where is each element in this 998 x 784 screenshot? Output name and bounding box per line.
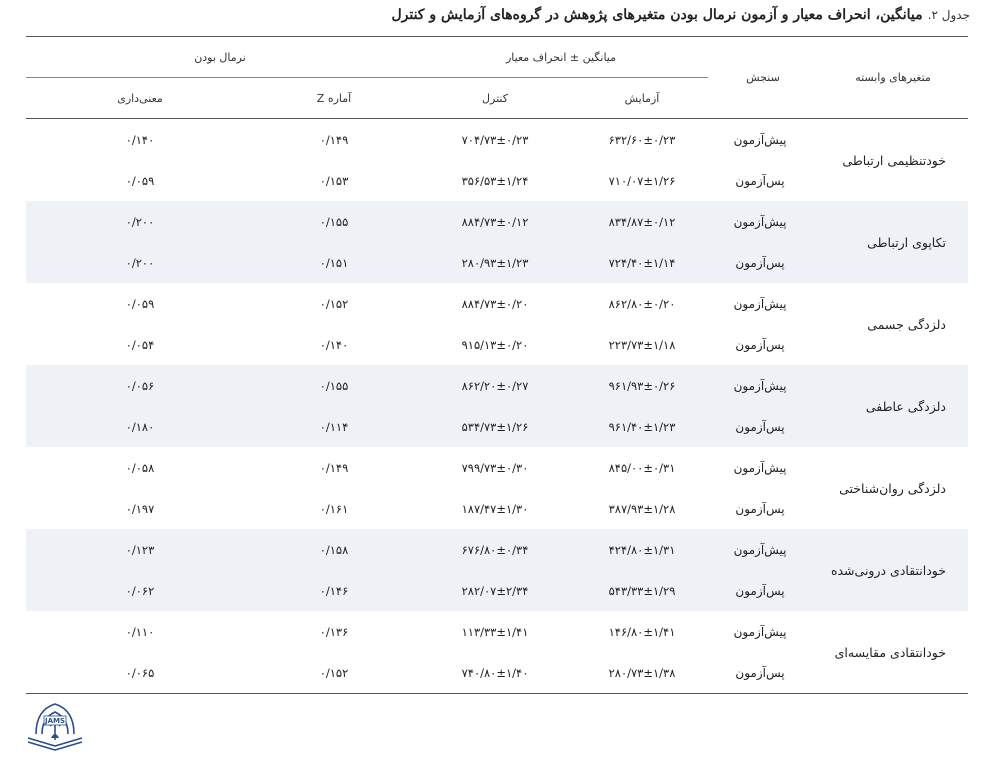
experiment-value: ۷۱۰/۰۷±۱/۲۶ bbox=[608, 173, 676, 188]
experiment-value: ۸۳۴/۸۷±۰/۱۲ bbox=[576, 201, 708, 242]
control-value: ۷۴۰/۸۰±۱/۴۰ bbox=[461, 665, 529, 680]
measurement-label: پیش‌آزمون bbox=[708, 529, 818, 570]
control-value: ۲۸۰/۹۳±۱/۲۳ bbox=[414, 242, 576, 283]
table-row bbox=[26, 529, 968, 570]
variable-name: خودتنظیمی ارتباطی bbox=[842, 152, 946, 168]
journal-logo-svg bbox=[24, 700, 86, 752]
sig-value: ۰/۰۵۴ bbox=[125, 337, 155, 352]
measurement-label: پیش‌آزمون bbox=[733, 624, 787, 639]
header-z-stat: آماره Z bbox=[316, 91, 352, 105]
control-value: ۱۸۷/۴۷±۱/۳۰ bbox=[461, 501, 529, 516]
measurement-label: پیش‌آزمون bbox=[733, 296, 787, 311]
variable-name: دلزدگی جسمی bbox=[867, 316, 946, 332]
z-value: ۰/۱۶۱ bbox=[319, 501, 349, 516]
sig-value: ۰/۱۹۷ bbox=[125, 501, 155, 516]
z-value: ۰/۱۵۳ bbox=[319, 173, 349, 188]
sig-value: ۰/۰۶۵ bbox=[125, 665, 155, 680]
header-experiment: آزمایش bbox=[624, 91, 660, 105]
journal-logo-icon bbox=[24, 700, 86, 752]
table-row bbox=[26, 283, 968, 324]
table-row bbox=[26, 365, 968, 406]
experiment-value: ۳۸۷/۹۳±۱/۲۸ bbox=[608, 501, 676, 516]
control-value: ۸۸۴/۷۳±۰/۲۰ bbox=[461, 296, 529, 311]
experiment-value: ۹۶۱/۹۳±۰/۲۶ bbox=[576, 365, 708, 406]
control-value: ۸۶۲/۲۰±۰/۲۷ bbox=[414, 365, 576, 406]
variable-name: تکاپوی ارتباطی bbox=[818, 201, 968, 283]
sig-value: ۰/۲۰۰ bbox=[26, 201, 254, 242]
measurement-label: پیش‌آزمون bbox=[708, 365, 818, 406]
z-value: ۰/۱۴۹ bbox=[319, 460, 349, 475]
variable-name: خودانتقادی مقایسه‌ای bbox=[834, 644, 946, 660]
z-value: ۰/۱۴۹ bbox=[319, 132, 349, 147]
measurement-label: پس‌آزمون bbox=[735, 501, 785, 516]
experiment-value: ۷۲۴/۴۰±۱/۱۴ bbox=[576, 242, 708, 283]
sig-value: ۰/۰۵۸ bbox=[125, 460, 155, 475]
control-value: ۷۹۹/۷۳±۰/۳۰ bbox=[461, 460, 529, 475]
sig-value: ۰/۱۱۰ bbox=[125, 624, 155, 639]
control-value: ۱۱۳/۳۳±۱/۴۱ bbox=[461, 624, 529, 639]
measurement-label: پس‌آزمون bbox=[708, 242, 818, 283]
z-value: ۰/۱۴۰ bbox=[319, 337, 349, 352]
variable-name: خودانتقادی درونی‌شده bbox=[818, 529, 968, 611]
experiment-value: ۱۴۶/۸۰±۱/۴۱ bbox=[608, 624, 676, 639]
experiment-value: ۴۲۴/۸۰±۱/۳۱ bbox=[576, 529, 708, 570]
measurement-label: پس‌آزمون bbox=[735, 665, 785, 680]
table-row bbox=[26, 611, 968, 652]
measurement-label: پس‌آزمون bbox=[708, 406, 818, 447]
z-value: ۰/۱۵۸ bbox=[254, 529, 414, 570]
control-value: ۵۳۴/۷۳±۱/۲۶ bbox=[414, 406, 576, 447]
measurement-label: پس‌آزمون bbox=[708, 570, 818, 611]
table-row bbox=[26, 119, 968, 160]
control-value: ۸۸۴/۷۳±۰/۱۲ bbox=[414, 201, 576, 242]
header-mean-sd: میانگین ± انحراف معیار bbox=[414, 37, 708, 78]
control-value: ۳۵۶/۵۳±۱/۲۴ bbox=[461, 173, 529, 188]
control-value: ۹۱۵/۱۳±۰/۲۰ bbox=[461, 337, 529, 352]
header-control: کنترل bbox=[482, 91, 508, 105]
table-row bbox=[26, 201, 968, 242]
z-value: ۰/۱۵۵ bbox=[254, 365, 414, 406]
variable-name: دلزدگی عاطفی bbox=[818, 365, 968, 447]
experiment-value: ۲۸۰/۷۳±۱/۳۸ bbox=[608, 665, 676, 680]
measurement-label: پیش‌آزمون bbox=[708, 201, 818, 242]
measurement-label: پس‌آزمون bbox=[735, 337, 785, 352]
z-value: ۰/۱۳۶ bbox=[319, 624, 349, 639]
caption-title: میانگین، انحراف معیار و آزمون نرمال بودن متغیرهای پژوهش در گروه‌های آزمایش و کنترل bbox=[391, 7, 923, 23]
sig-value: ۰/۲۰۰ bbox=[26, 242, 254, 283]
table-body bbox=[26, 119, 968, 694]
table-row bbox=[26, 447, 968, 488]
z-value: ۰/۱۵۱ bbox=[254, 242, 414, 283]
experiment-value: ۲۲۳/۷۳±۱/۱۸ bbox=[608, 337, 676, 352]
sig-value: ۰/۰۵۹ bbox=[125, 296, 155, 311]
measurement-label: پیش‌آزمون bbox=[733, 460, 787, 475]
sig-value: ۰/۱۸۰ bbox=[26, 406, 254, 447]
caption-label: جدول ۲. bbox=[927, 8, 970, 22]
experiment-value: ۵۴۳/۳۳±۱/۲۹ bbox=[576, 570, 708, 611]
experiment-value: ۸۴۵/۰۰±۰/۳۱ bbox=[608, 460, 676, 475]
sig-value: ۰/۰۵۶ bbox=[26, 365, 254, 406]
measurement-label: پس‌آزمون bbox=[735, 173, 785, 188]
z-value: ۰/۱۵۲ bbox=[319, 296, 349, 311]
table-caption bbox=[20, 0, 970, 30]
control-value: ۶۷۶/۸۰±۰/۳۴ bbox=[414, 529, 576, 570]
z-value: ۰/۱۱۴ bbox=[254, 406, 414, 447]
experiment-value: ۸۶۲/۸۰±۰/۲۰ bbox=[608, 296, 676, 311]
control-value: ۲۸۲/۰۷±۲/۳۴ bbox=[414, 570, 576, 611]
header-variables: متغیرهای وابسته bbox=[855, 71, 931, 84]
variable-name: دلزدگی روان‌شناختی bbox=[839, 480, 946, 496]
header-measurement: سنجش bbox=[746, 71, 780, 84]
control-value: ۷۰۴/۷۳±۰/۲۳ bbox=[461, 132, 529, 147]
measurement-label: پیش‌آزمون bbox=[733, 132, 787, 147]
normality-table bbox=[26, 36, 968, 694]
z-value: ۰/۱۵۲ bbox=[319, 665, 349, 680]
experiment-value: ۶۳۲/۶۰±۰/۲۳ bbox=[608, 132, 676, 147]
logo-text: JAMS bbox=[44, 717, 66, 725]
sig-value: ۰/۱۲۳ bbox=[26, 529, 254, 570]
header-normality: نرمال بودن bbox=[26, 37, 414, 78]
sig-value: ۰/۰۵۹ bbox=[125, 173, 155, 188]
sig-value: ۰/۱۴۰ bbox=[125, 132, 155, 147]
z-value: ۰/۱۵۵ bbox=[254, 201, 414, 242]
sig-value: ۰/۰۶۲ bbox=[26, 570, 254, 611]
header-significance: معنی‌داری bbox=[117, 91, 163, 105]
experiment-value: ۹۶۱/۴۰±۱/۲۳ bbox=[576, 406, 708, 447]
z-value: ۰/۱۴۶ bbox=[254, 570, 414, 611]
